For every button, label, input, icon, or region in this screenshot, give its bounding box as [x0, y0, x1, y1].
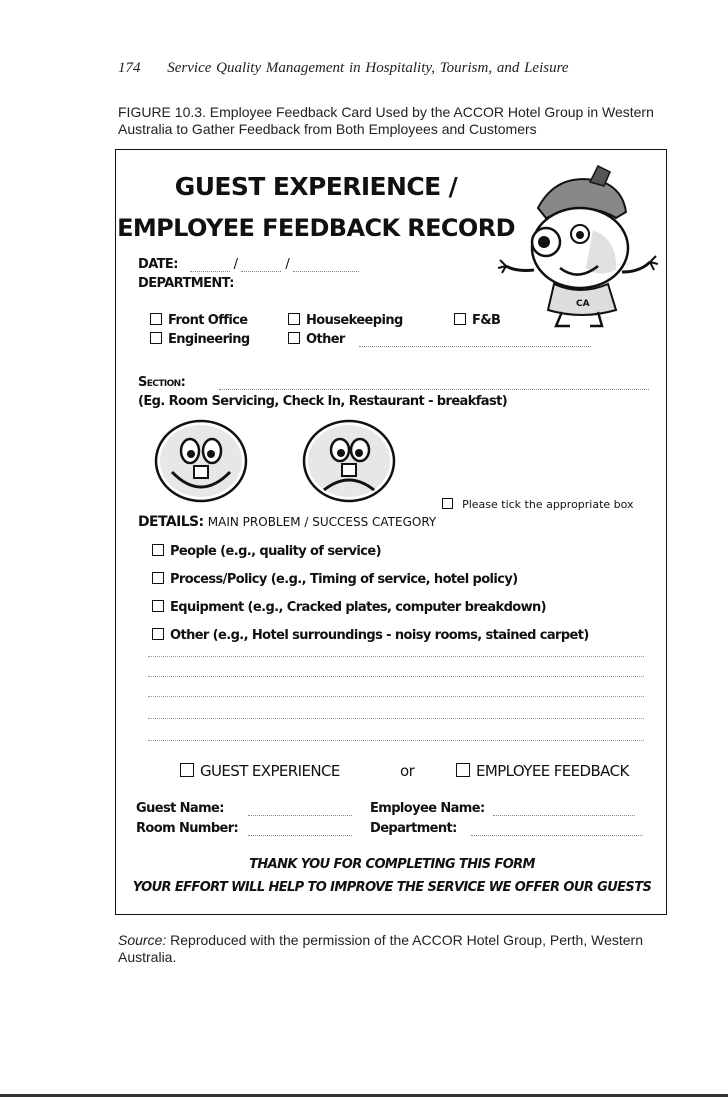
- comment-line[interactable]: [148, 676, 644, 677]
- checkbox[interactable]: [454, 313, 466, 325]
- category-other[interactable]: [152, 628, 589, 643]
- comment-line[interactable]: [148, 656, 644, 657]
- category-label: Other (e.g., Hotel surroundings - noisy rooms, stained carpet): [170, 628, 589, 643]
- checkbox[interactable]: [152, 544, 164, 556]
- category-label: Equipment (e.g., Cracked plates, computer breakdown): [170, 600, 547, 615]
- checkbox[interactable]: [150, 332, 162, 344]
- checkbox[interactable]: [152, 600, 164, 612]
- running-head: [118, 60, 569, 77]
- category-equipment[interactable]: [152, 600, 546, 615]
- dept-other[interactable]: [288, 332, 591, 347]
- feedback-card: [115, 149, 667, 915]
- department-field-label: Department:: [370, 821, 457, 836]
- guest-name-label: Guest Name:: [136, 801, 224, 816]
- dept-housekeeping[interactable]: [288, 313, 403, 328]
- details-heading-row: [138, 514, 436, 530]
- comment-line[interactable]: [148, 718, 644, 719]
- checkbox[interactable]: [152, 572, 164, 584]
- details-heading: MAIN PROBLEM / SUCCESS CATEGORY: [207, 515, 437, 529]
- card-title-line1: GUEST EXPERIENCE /: [174, 172, 458, 201]
- room-number-field[interactable]: [248, 826, 352, 836]
- tick-instruction: Please tick the appropriate box: [462, 498, 634, 511]
- mascot-illustration: [498, 160, 658, 330]
- dept-label: F&B: [472, 313, 501, 328]
- checkbox[interactable]: [180, 763, 194, 777]
- department-field[interactable]: [471, 826, 643, 836]
- or-label: or: [400, 762, 415, 780]
- date-separator-1: /: [233, 257, 238, 272]
- employee-name-row: [370, 801, 635, 816]
- department-label: DEPARTMENT:: [138, 276, 234, 291]
- room-number-label: Room Number:: [136, 821, 239, 836]
- dept-fnb[interactable]: [454, 313, 500, 328]
- department-field-row: [370, 821, 643, 836]
- option-employee-feedback[interactable]: [456, 762, 629, 780]
- category-process[interactable]: [152, 572, 518, 587]
- source-text: Reproduced with the permission of the ACCOR Hotel Group, Perth, Western Australia.: [118, 932, 643, 965]
- comment-line[interactable]: [148, 740, 644, 741]
- mascot-badge: CA: [576, 299, 590, 309]
- dept-front-office[interactable]: [150, 313, 248, 328]
- card-title-line2: EMPLOYEE FEEDBACK RECORD: [117, 214, 515, 242]
- thanks-line-1: THANK YOU FOR COMPLETING THIS FORM: [249, 857, 535, 872]
- checkbox[interactable]: [152, 628, 164, 640]
- option-employee-label: EMPLOYEE FEEDBACK: [476, 762, 629, 780]
- option-guest-experience[interactable]: [180, 762, 340, 780]
- thanks-line-2: YOUR EFFORT WILL HELP TO IMPROVE THE SERVICE WE OFFER OUR GUESTS: [132, 880, 652, 895]
- date-separator-2: /: [285, 257, 290, 272]
- checkbox[interactable]: [456, 763, 470, 777]
- guest-name-row: [136, 801, 352, 816]
- dept-label: Housekeeping: [306, 313, 403, 328]
- tick-instruction-row: [442, 498, 634, 511]
- dept-engineering[interactable]: [150, 332, 250, 347]
- section-label: Section:: [138, 375, 186, 390]
- room-number-row: [136, 821, 352, 836]
- employee-name-field[interactable]: [493, 806, 635, 816]
- date-label: DATE:: [138, 257, 178, 272]
- dept-label: Front Office: [168, 313, 248, 328]
- date-row: [138, 257, 359, 272]
- date-year-field[interactable]: [293, 262, 359, 272]
- guest-name-field[interactable]: [248, 806, 352, 816]
- employee-name-label: Employee Name:: [370, 801, 485, 816]
- figure-caption: FIGURE 10.3. Employee Feedback Card Used by the ACCOR Hotel Group in Western Australia to Gather Feedback from Both Employees and Customers: [118, 104, 654, 137]
- category-label: People (e.g., quality of service): [170, 544, 381, 559]
- sad-face-icon[interactable]: [300, 418, 398, 504]
- category-people[interactable]: [152, 544, 381, 559]
- source-label: Source:: [118, 932, 167, 948]
- date-month-field[interactable]: [241, 262, 281, 272]
- checkbox[interactable]: [288, 332, 300, 344]
- section-example: (Eg. Room Servicing, Check In, Restaurant - breakfast): [138, 394, 508, 409]
- source-note: [118, 932, 678, 966]
- checkbox[interactable]: [442, 498, 453, 509]
- category-label: Process/Policy (e.g., Timing of service, hotel policy): [170, 572, 518, 587]
- option-guest-label: GUEST EXPERIENCE: [200, 762, 340, 780]
- section-row: [138, 375, 649, 390]
- section-field[interactable]: [219, 380, 649, 390]
- happy-face-icon[interactable]: [152, 418, 250, 504]
- comment-line[interactable]: [148, 696, 644, 697]
- page-number: 174: [118, 60, 141, 76]
- dept-label: Other: [306, 332, 345, 347]
- checkbox[interactable]: [288, 313, 300, 325]
- date-day-field[interactable]: [190, 262, 230, 272]
- running-title: Service Quality Management in Hospitality, Tourism, and Leisure: [167, 60, 569, 76]
- details-label: DETAILS:: [138, 514, 204, 530]
- checkbox[interactable]: [150, 313, 162, 325]
- dept-other-field[interactable]: [359, 337, 591, 347]
- dept-label: Engineering: [168, 332, 250, 347]
